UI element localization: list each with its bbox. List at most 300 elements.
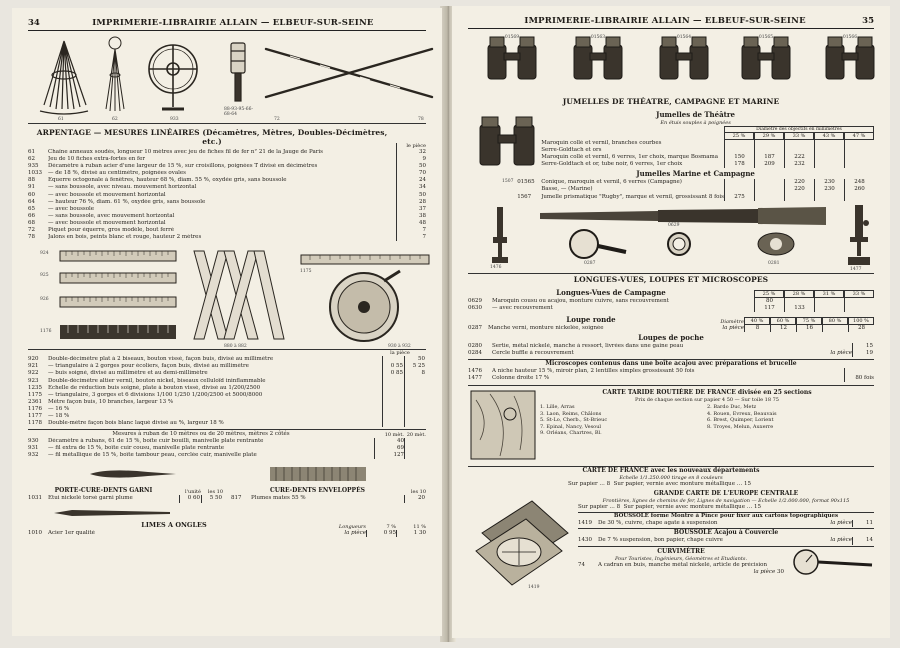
item-number: 935: [28, 163, 39, 170]
item-number: 65: [28, 205, 35, 212]
item-number: 1178: [28, 420, 42, 427]
jumelles-title: JUMELLES DE THÉATRE, CAMPAGNE ET MARINE: [562, 97, 780, 106]
price-column-header: la pièce: [390, 350, 410, 357]
item-price: 8: [744, 325, 770, 332]
item-number: 932: [28, 452, 39, 459]
item-price: [754, 186, 784, 193]
map-section-item: 1. Lille, Arras: [540, 404, 575, 411]
item-description: Chaîne anneaux soudés, longueur 10 mètres avec jeu de fiches fil de fer n° 21 de la Jauge de Paris: [48, 149, 323, 155]
list-item: [28, 149, 426, 156]
porte-cure-dents-title: PORTE-CURE-DENTS GARNI: [54, 487, 153, 495]
map-illustration: [470, 390, 536, 460]
diam-header: Diamètre des objectifs en millimètres: [724, 126, 874, 132]
carte-taride-title: CARTE TARIDE ROUTIÈRE DE FRANCE divisée en 25 sections: [602, 389, 812, 397]
list-item: [28, 170, 426, 177]
item-price: [784, 194, 814, 201]
illus-caption: 72: [274, 117, 280, 122]
item-price: [844, 298, 874, 305]
illus-caption: 78: [418, 117, 424, 122]
item-description: Serre-Goldtach et ors: [541, 147, 602, 154]
item-label: la pièce: [830, 350, 852, 357]
item-price: 127: [374, 452, 404, 459]
binocular-illustration: [820, 35, 880, 83]
longues-vues-title: LONGUES-VUES, LOUPES ET MICROSCOPES: [468, 273, 874, 284]
item-description: — sans boussole, avec niveau. mouvement horizontal: [48, 184, 197, 191]
item-price: 12: [770, 325, 796, 332]
item-price: 40: [374, 438, 404, 445]
size-column-header: 40 %: [744, 317, 770, 325]
item-price: 187: [754, 154, 784, 161]
item-description: — avec boussole: [48, 205, 95, 212]
item-price: 69: [374, 445, 404, 452]
curvimetre-note: Pour Touristes, Ingénieurs, Géomètres et Etudiants.: [614, 555, 748, 562]
item-price: 7: [396, 227, 426, 234]
item-price: [814, 147, 844, 154]
tape-measure-illustration: [324, 267, 404, 345]
list-item: [517, 179, 874, 186]
map-section-item: 8. Troyes, Melun, Auxerre: [707, 423, 774, 430]
item-price: 19: [852, 350, 874, 357]
item-price: 220: [784, 179, 814, 186]
list-item: [468, 350, 874, 357]
tools-caption: 925: [40, 273, 49, 279]
item-price: 32: [396, 149, 426, 156]
tools-caption: 1175: [300, 269, 312, 275]
list-item: [468, 368, 874, 375]
item-price: [814, 194, 844, 201]
list-item: [28, 234, 426, 241]
item-number: [517, 186, 541, 193]
item-price: 24: [396, 177, 426, 184]
diam-column-header: 25 %: [724, 132, 754, 140]
item-price: 15: [852, 343, 874, 350]
tools-caption: 1176: [40, 329, 52, 335]
magnifier-illustration: [568, 227, 628, 261]
map-section-item: 5. St-Lo, Cherb., St-Brieuc: [540, 417, 608, 424]
item-number: 1477: [468, 375, 482, 382]
item-price: 48: [396, 220, 426, 227]
surveying-illustrations: [28, 35, 426, 123]
nail-file-illustration-wrap: [28, 506, 426, 520]
item-price: 150: [724, 154, 754, 161]
item-price: 0 55: [382, 363, 404, 370]
item-number: 68: [28, 219, 35, 226]
telescope-illustrations: 1476 0629 0287 0281 1477: [468, 201, 874, 271]
item-price: [404, 385, 426, 392]
price-column-header: le pièce: [396, 143, 426, 149]
map-section-item: 2. Bardo Duc, Metz: [707, 404, 757, 411]
item-number: 61: [28, 149, 35, 155]
telescope-illustration: [538, 207, 828, 225]
marine-subtitle: Jumelles Marine et Campagne: [636, 169, 755, 179]
item-description: Sertie, métal nickelé, manche à ressort, livrées dans une gaine peau: [492, 342, 684, 349]
item-price: 209: [754, 161, 784, 168]
compass-figure: 1419: [468, 489, 578, 593]
item-price: [844, 154, 874, 161]
item-description: Jumelle prismatique "Rugby", marque et vernil, grossissant 8 fois: [541, 193, 724, 200]
item-price: [382, 399, 404, 406]
item-description: — buis soigné, divisé au millimètre et au demi-millimètre: [48, 370, 208, 377]
item-price: [724, 140, 754, 147]
carte-france-title: CARTE DE FRANCE avec les nouveaux départements: [468, 466, 874, 474]
list-item: [28, 399, 426, 406]
item-price: [754, 179, 784, 186]
left-header-title: IMPRIMERIE-LIBRAIRIE ALLAIN — ELBEUF-SUR-SEINE: [92, 18, 374, 28]
item-price: 28: [396, 199, 426, 206]
item-price: 178: [724, 161, 754, 168]
binocular-caption: 01564: [676, 35, 692, 40]
left-running-header: [28, 18, 426, 31]
item-price: [404, 413, 426, 420]
list-item: [517, 194, 874, 201]
item-number: 2361: [28, 398, 42, 405]
binocular-figure: [568, 35, 628, 95]
item-number: 922: [28, 370, 39, 377]
microscope-small-illustration: [490, 205, 510, 265]
list-item: [517, 186, 874, 193]
item-price: [404, 445, 426, 452]
item-description: — sans boussole, avec mouvement horizontal: [48, 212, 175, 219]
item-description: — fil métallique de 15 %, boîte tambour peau, cerclée cuir, manivelle plate: [48, 452, 257, 459]
price-column-header: 20 mèt.: [406, 432, 426, 439]
item-price: [814, 305, 844, 312]
toothpicks-block: [28, 486, 426, 502]
boussole-acajou-title: BOUSSOLE Acajou à Couvercle: [578, 528, 874, 536]
item-number: 66: [28, 212, 35, 219]
item-price: 248: [844, 179, 874, 186]
list-item: [28, 356, 426, 363]
item-description: Jeu de 10 fiches extra-fortes en fer: [48, 156, 145, 163]
item-number: 920: [28, 356, 39, 363]
item-price: 37: [396, 206, 426, 213]
item-description: Double-mètre façon bois blanc laqué divisé au %, largeur 18 %: [48, 420, 224, 427]
item-number: 64: [28, 198, 35, 205]
size-column-header: 75 %: [796, 317, 822, 325]
size-column-header: 25 %: [754, 290, 784, 298]
octagonal-square-illustration: [224, 39, 252, 105]
item-price: 275: [724, 194, 754, 201]
list-item: [28, 206, 426, 213]
item-description: Colonne droite 17 %: [492, 375, 550, 382]
item-price: [404, 392, 426, 399]
binocular-caption: 01563: [590, 35, 606, 40]
loupes-poche-subtitle: Loupes de poche: [638, 332, 704, 342]
left-page: [12, 8, 442, 636]
right-running-header: [468, 16, 874, 29]
rulers-illustrations: [28, 245, 426, 349]
list-item: [468, 375, 874, 382]
item-price: [784, 140, 814, 147]
item-price: [382, 420, 404, 427]
list-item: [28, 392, 426, 399]
curvimetre-title: CURVIMÈTRE: [657, 547, 705, 555]
item-price: [784, 298, 814, 305]
list-item: [28, 385, 426, 392]
list-item: 1419 De 30 %, cuivre, chape agate à suspension la pièce 11: [578, 520, 873, 527]
list-item: [28, 363, 426, 370]
item-price: [844, 305, 874, 312]
binoculars-illustrations: [468, 33, 874, 95]
item-price: [404, 420, 426, 427]
binocular-figure: [654, 35, 714, 95]
item-price: 5 25: [404, 363, 426, 370]
item-description: Equerre octogonale à fenêtres, hauteur 68 %, diam. 55 %, oxydée gris, sans boussole: [48, 177, 287, 184]
item-price: [784, 147, 814, 154]
list-item: [28, 378, 426, 385]
list-item: [28, 192, 426, 199]
item-price: 8: [404, 370, 426, 377]
crossed-poles-illustration: [260, 39, 440, 109]
item-description: — triangulaire, 3 gorges et 6 divisions 1/100 1/250 1/200/2500 et 5000/8000: [48, 391, 263, 398]
nail-file-illustration: [52, 508, 172, 518]
item-number: 60: [28, 191, 35, 198]
list-item: [517, 154, 874, 161]
list-item: [28, 445, 426, 452]
item-price: 117: [754, 305, 784, 312]
europe-prices: Sur papier … 8 Sur papier, vernie avec monture métallique … 15: [578, 504, 761, 511]
item-description: Conique, maroquin et vernil, 6 verres (Campagne): [541, 179, 682, 186]
section-title-rubans: Mesures à ruban de 10 mètres ou de 20 mètres, mètres 2 côtés: [112, 431, 290, 438]
item-number: 0630: [468, 304, 482, 311]
section-title-arpentage: ARPENTAGE — MESURES LINÉAIRES (Décamètres, Mètres, Doubles-Décimètres, etc.): [36, 128, 388, 146]
item-number: 88: [28, 177, 35, 184]
item-number: 1567: [517, 193, 532, 200]
item-number: 78: [28, 234, 35, 241]
list-item: 0287 Manche verni, monture nickelée, soignée la pièce 8 12 16 28: [468, 325, 874, 332]
item-price: [754, 194, 784, 201]
item-price: [814, 298, 844, 305]
map-figure: [468, 388, 540, 464]
item-price: [404, 438, 426, 445]
list-item: [28, 163, 426, 170]
item-price: [404, 378, 426, 385]
list-item: 1010 Acier 1er qualité la pièce 0 95 1 30: [28, 529, 426, 536]
binocular-side-illustration: [474, 113, 540, 173]
right-page-number: 35: [862, 16, 874, 26]
list-item: [28, 370, 426, 377]
item-price: 38: [396, 213, 426, 220]
carte-france-prices: Sur papier … 8 Sur papier, vernie avec monture métallique … 15: [568, 481, 751, 488]
list-item: [28, 199, 426, 206]
microscope-illustration: [844, 203, 874, 267]
list-item: 1031 Etui nickelé torsé garni plume 0 60 5 50: [28, 495, 222, 502]
longues-subtitle: Longues-Vues de Campagne: [556, 287, 666, 297]
loupe-ronde-subtitle: Loupe ronde: [566, 314, 616, 324]
microscopes-title: Microscopes contenus dans une boîte acajou avec préparations et brucelle: [468, 359, 874, 367]
cure-dents-title: CURE-DENTS ENVELOPPÉS: [270, 487, 365, 495]
item-price: [382, 392, 404, 399]
list-item: [517, 161, 874, 168]
tools-caption: 926: [40, 297, 49, 303]
item-price: 80 fois: [844, 375, 874, 382]
illus-caption: 88-93-95-66-68-64: [224, 107, 253, 117]
zigzag-meter-illustration: [188, 247, 288, 343]
binocular-illustration: [482, 35, 542, 83]
list-item: [517, 140, 874, 147]
item-description: — 18 %: [48, 412, 70, 419]
list-item: [28, 413, 426, 420]
item-number: 0629: [468, 297, 482, 304]
map-section-item: 7. Epinal, Nancy, Vesoul: [540, 423, 602, 430]
size-column-header: 80 %: [822, 317, 848, 325]
item-price: [844, 368, 874, 375]
item-description: Décamètre à rubans, 61 de 15 %, boîte cuir bouilli, manivelle plate rentrante: [48, 438, 264, 445]
size-column-header: 33 %: [844, 290, 874, 298]
item-price: 222: [784, 154, 814, 161]
item-description: Piquet pour équerre, gros modèle, bout ferré: [48, 227, 175, 234]
list-item: [28, 177, 426, 184]
item-description: Basse, — (Marine): [541, 186, 593, 193]
item-description: A niche hauteur 15 %, miroir plan, 2 lentilles simples grossissant 50 fois: [492, 368, 695, 375]
item-price: [724, 186, 754, 193]
right-header-title: IMPRIMERIE-LIBRAIRIE ALLAIN — ELBEUF-SUR-SEINE: [524, 16, 806, 26]
illus-caption: 933: [170, 117, 179, 122]
item-number: 72: [28, 227, 35, 234]
item-number: 0280: [468, 342, 482, 349]
left-page-number: 34: [28, 18, 40, 28]
limes-length-label: Longueurs: [338, 523, 366, 530]
item-price: 7: [396, 234, 426, 241]
binocular-illustration: [654, 35, 714, 83]
item-price: 220: [784, 186, 814, 193]
carte-taride-note: Prix de chaque section sur papier 4 50 — Sur toile 18 75: [635, 397, 779, 404]
item-number: 1176: [28, 405, 42, 412]
item-price: [814, 140, 844, 147]
price-column-header: 7 %: [386, 523, 396, 530]
item-price: 70: [396, 170, 426, 177]
diam-column-header: 47 %: [844, 132, 874, 140]
jumelles-theatre-subtitle: Jumelles de Théâtre: [656, 110, 736, 119]
rulers-list: [28, 356, 426, 427]
binocular-caption: 01566: [842, 35, 858, 40]
item-price: [382, 378, 404, 385]
list-item: [28, 220, 426, 227]
item-price: [724, 147, 754, 154]
item-price: [822, 325, 848, 332]
list-item: 817 Plumes mates 55 % 20: [231, 495, 425, 502]
list-item: [28, 213, 426, 220]
price-column-header: l'unité: [185, 489, 201, 496]
item-description: — hauteur 76 %, diam. 61 %, oxydée gris, sans boussole: [48, 198, 206, 205]
carte-france-note: Echelle 1/1.250.000 tirage en 8 couleurs: [619, 475, 723, 482]
item-description: — 16 %: [48, 405, 70, 412]
pocket-loupe-illustration: [664, 229, 694, 259]
list-item: [28, 452, 426, 459]
item-description: — avec recouvrement: [492, 304, 553, 311]
item-description: Maroquin collé et vernil, branches courbes: [541, 140, 662, 146]
item-description: Echelle de réduction buis soigné, plate à bouton vissé, divisé au 1/200/2500: [48, 384, 261, 391]
item-description: Mètre façon buis, 10 branches, largeur 13 %: [48, 398, 174, 405]
map-section-item: 3. Laon, Reims, Châlons: [540, 410, 602, 417]
straight-meter-illustration: [300, 253, 430, 267]
folding-rule-illustration: [58, 323, 178, 343]
item-price: 9: [396, 156, 426, 163]
europe-note: Frontières, lignes de chemins de fer, Lignes de navigation — Echelle 1/2.000.000, format 90x115: [602, 498, 850, 505]
item-price: [382, 385, 404, 392]
illus-caption: 62: [112, 117, 118, 122]
item-price: [754, 147, 784, 154]
list-item: [28, 420, 426, 427]
item-description: Maroquin collé et vernil, 6 verres, 1er choix, marque Bosmama: [541, 154, 719, 161]
item-number: 0284: [468, 350, 482, 357]
item-price: 80: [754, 298, 784, 305]
tools-caption: 924: [40, 251, 49, 257]
item-description: Double-décimètre plat à 2 biseaux, bouton vissé, façon buis, divisé au millimètre: [48, 356, 274, 363]
binocular-figure: [482, 35, 542, 95]
item-price: [404, 452, 426, 459]
list-item: [468, 305, 874, 312]
pins-illustration: [100, 35, 130, 117]
item-price: 0 85: [382, 370, 404, 377]
item-number: 1177: [28, 412, 42, 419]
item-price: [382, 413, 404, 420]
price-column-header: les 10: [207, 489, 223, 496]
item-price: [724, 179, 754, 186]
item-price: 34: [396, 184, 426, 191]
size-column-header: 100 %: [848, 317, 874, 325]
compass-box-illustration: [472, 493, 572, 589]
list-item: [28, 156, 426, 163]
item-description: Cercle buffle à recouvrement: [492, 350, 574, 357]
item-price: 230: [814, 186, 844, 193]
chain-illustration: [34, 35, 94, 117]
list-item: [28, 406, 426, 413]
list-item: 1430 De 7 % suspension, bon papier, chape cuivre la pièce 14: [578, 537, 873, 544]
item-price: [844, 147, 874, 154]
item-description: — avec boussole et mouvement horizontal: [48, 219, 166, 226]
diam-column-header: 33 %: [784, 132, 814, 140]
item-description: Jalons en bois, peints blanc et rouge, hauteur 2 mètres: [48, 234, 202, 241]
map-section-item: 9. Orléans, Chartres, Bl.: [540, 429, 602, 436]
item-description: Décamètre à ruban acier d'une largeur de 15 %, sur croisillons, poignées T divisé en décimètres: [48, 163, 318, 170]
diam-column-header: 43 %: [814, 132, 844, 140]
price-column-header: les 10: [410, 489, 426, 496]
item-price: [754, 140, 784, 147]
list-item: [28, 184, 426, 191]
list-item: [468, 298, 874, 305]
item-price: [844, 140, 874, 147]
limes-title: LIMES A ONGLES: [141, 520, 207, 529]
item-number: 1235: [28, 384, 42, 391]
item-description: — triangulaire à 2 gorges pour écoliers, façon buis, divisé au millimètre: [48, 363, 249, 370]
price-column-header: 11 %: [413, 523, 426, 530]
item-price: [844, 194, 874, 201]
illus-caption: 61: [58, 117, 64, 122]
item-number: 62: [28, 156, 35, 163]
arpentage-list: [28, 149, 426, 241]
item-price: 232: [784, 161, 814, 168]
binocular-caption: 01569: [504, 35, 520, 40]
map-section-item: 6. Brest, Quimper, Lorient: [707, 417, 774, 424]
list-item: [28, 227, 426, 234]
binocular-illustration: [736, 35, 796, 83]
item-price: [382, 406, 404, 413]
size-column-header: 60 %: [770, 317, 796, 325]
binocular-figure: [736, 35, 796, 95]
right-page: IMPRIMERIE-LIBRAIRIE ALLAIN — ELBEUF-SUR-SEINE 35 01569 01563 01564 01565 01566 JUMELLES DE THÉATRE, CAMPAGNE ET MARINE 1507 Jumelles de Théâtre En étuis souples à poignées Diamètre des objectifs en millimètres 25 % 29 % 33 % 43 % 47 % Maroquin collé et vernil, branches courbes Serre-Goldtach et ors Maroquin collé et vernil, 6 verres, 1er choix, marque Bosmama 150 187 222 Serre-Goldtach et or, tube noir, 6 verres, 1er choix 178 209 232 Jumelles Marine et Campagne 01565 Conique, maroquin et vernil, 6 verres (Campagne) 220 230 248 Basse, — (Marine) 220 230 260 1567 Jumelle prismatique "Rugby", marque et vernil, grossissant 8 fois 275 1476 0629 0287 0281 1477 LONGUES-VUES, LOUPES ET MICROSCOPES Longues-Vues de Campagne 25 % 28 % 31 % 33 % 0629 Maroquin cousu ou acajou, monture cuivre, sans recouvrement 80 0630 — avec recouvrement 117 133 Loupe ronde Diamètre 40 % 60 % 75 % 80 % 100 % 0287 Manche verni, monture nickelée, soignée la pièce 8 12 16 28 Loupes de poche 0280 Sertie, métal nickelé, manche à ressort, livrées dans une gaine peau 15 0284 Cercle buffle à recouvrement la pièce 19 Microscopes contenus dans une boîte acajou avec préparations et brucelle 1476 A niche hauteur 15 %, miroir plan, 2 lentilles simples grossissant 50 fois 1477 Colonne droite 17 % 80 fois CARTE TARIDE ROUTIÈRE DE FRANCE divisée en 25 sections Prix de chaque section sur papier 4 50 — Sur toile 18 75 1. Lille, Arras 2. Bardo Duc, Metz 3. Laon, Reims, Châlons 4. Rouen, Evreux, Beauvais 5. St-Lo, Cherb., St-Brieuc 6. Brest, Quimper, Lorient 7. Epinal, Nancy, Vesoul 8. Troyes, Melun, Auxerre 9. Orléans, Chartres, Bl. CARTE DE FRANCE avec les nouveaux départements Echelle 1/1.250.000 tirage en 8 couleurs Sur papier … 8 Sur papier, vernie avec monture métallique … 15 1419 GRANDE CARTE DE L'EUROPE CENTRALE Frontières, lignes de chemins de fer, Lignes de navigation — Echelle 1/2.000.000, format 90x115 Sur papier … 8 Sur papier, vernie avec monture métallique … 15 BOUSSOLE forme Montre à Pince pour fixer aux cartons topographiques 1419 De 30 %, cuivre, chape agate à suspension la pièce 11 BOUSSOLE Acajou à Couvercle 1430 De 7 % suspension, bon papier, chape cuivre la pièce 14 CURVIMÈTRE Pour Touristes, Ingénieurs, Géomètres et Etudiants. 74 A cadran en buis, manche métal nickelé, article de précision la pièce 30: [452, 6, 890, 638]
size-column-header: 31 %: [814, 290, 844, 298]
list-item: [28, 438, 426, 445]
item-number: 921: [28, 363, 39, 370]
item-price: 28: [848, 325, 874, 332]
item-price: 260: [844, 186, 874, 193]
item-price: [844, 161, 874, 168]
item-number: 91: [28, 184, 35, 191]
tools-caption: 930 à 932: [388, 344, 411, 350]
item-price: [382, 356, 404, 363]
item-number: 923: [28, 377, 39, 384]
item-number: 01565: [517, 179, 535, 186]
